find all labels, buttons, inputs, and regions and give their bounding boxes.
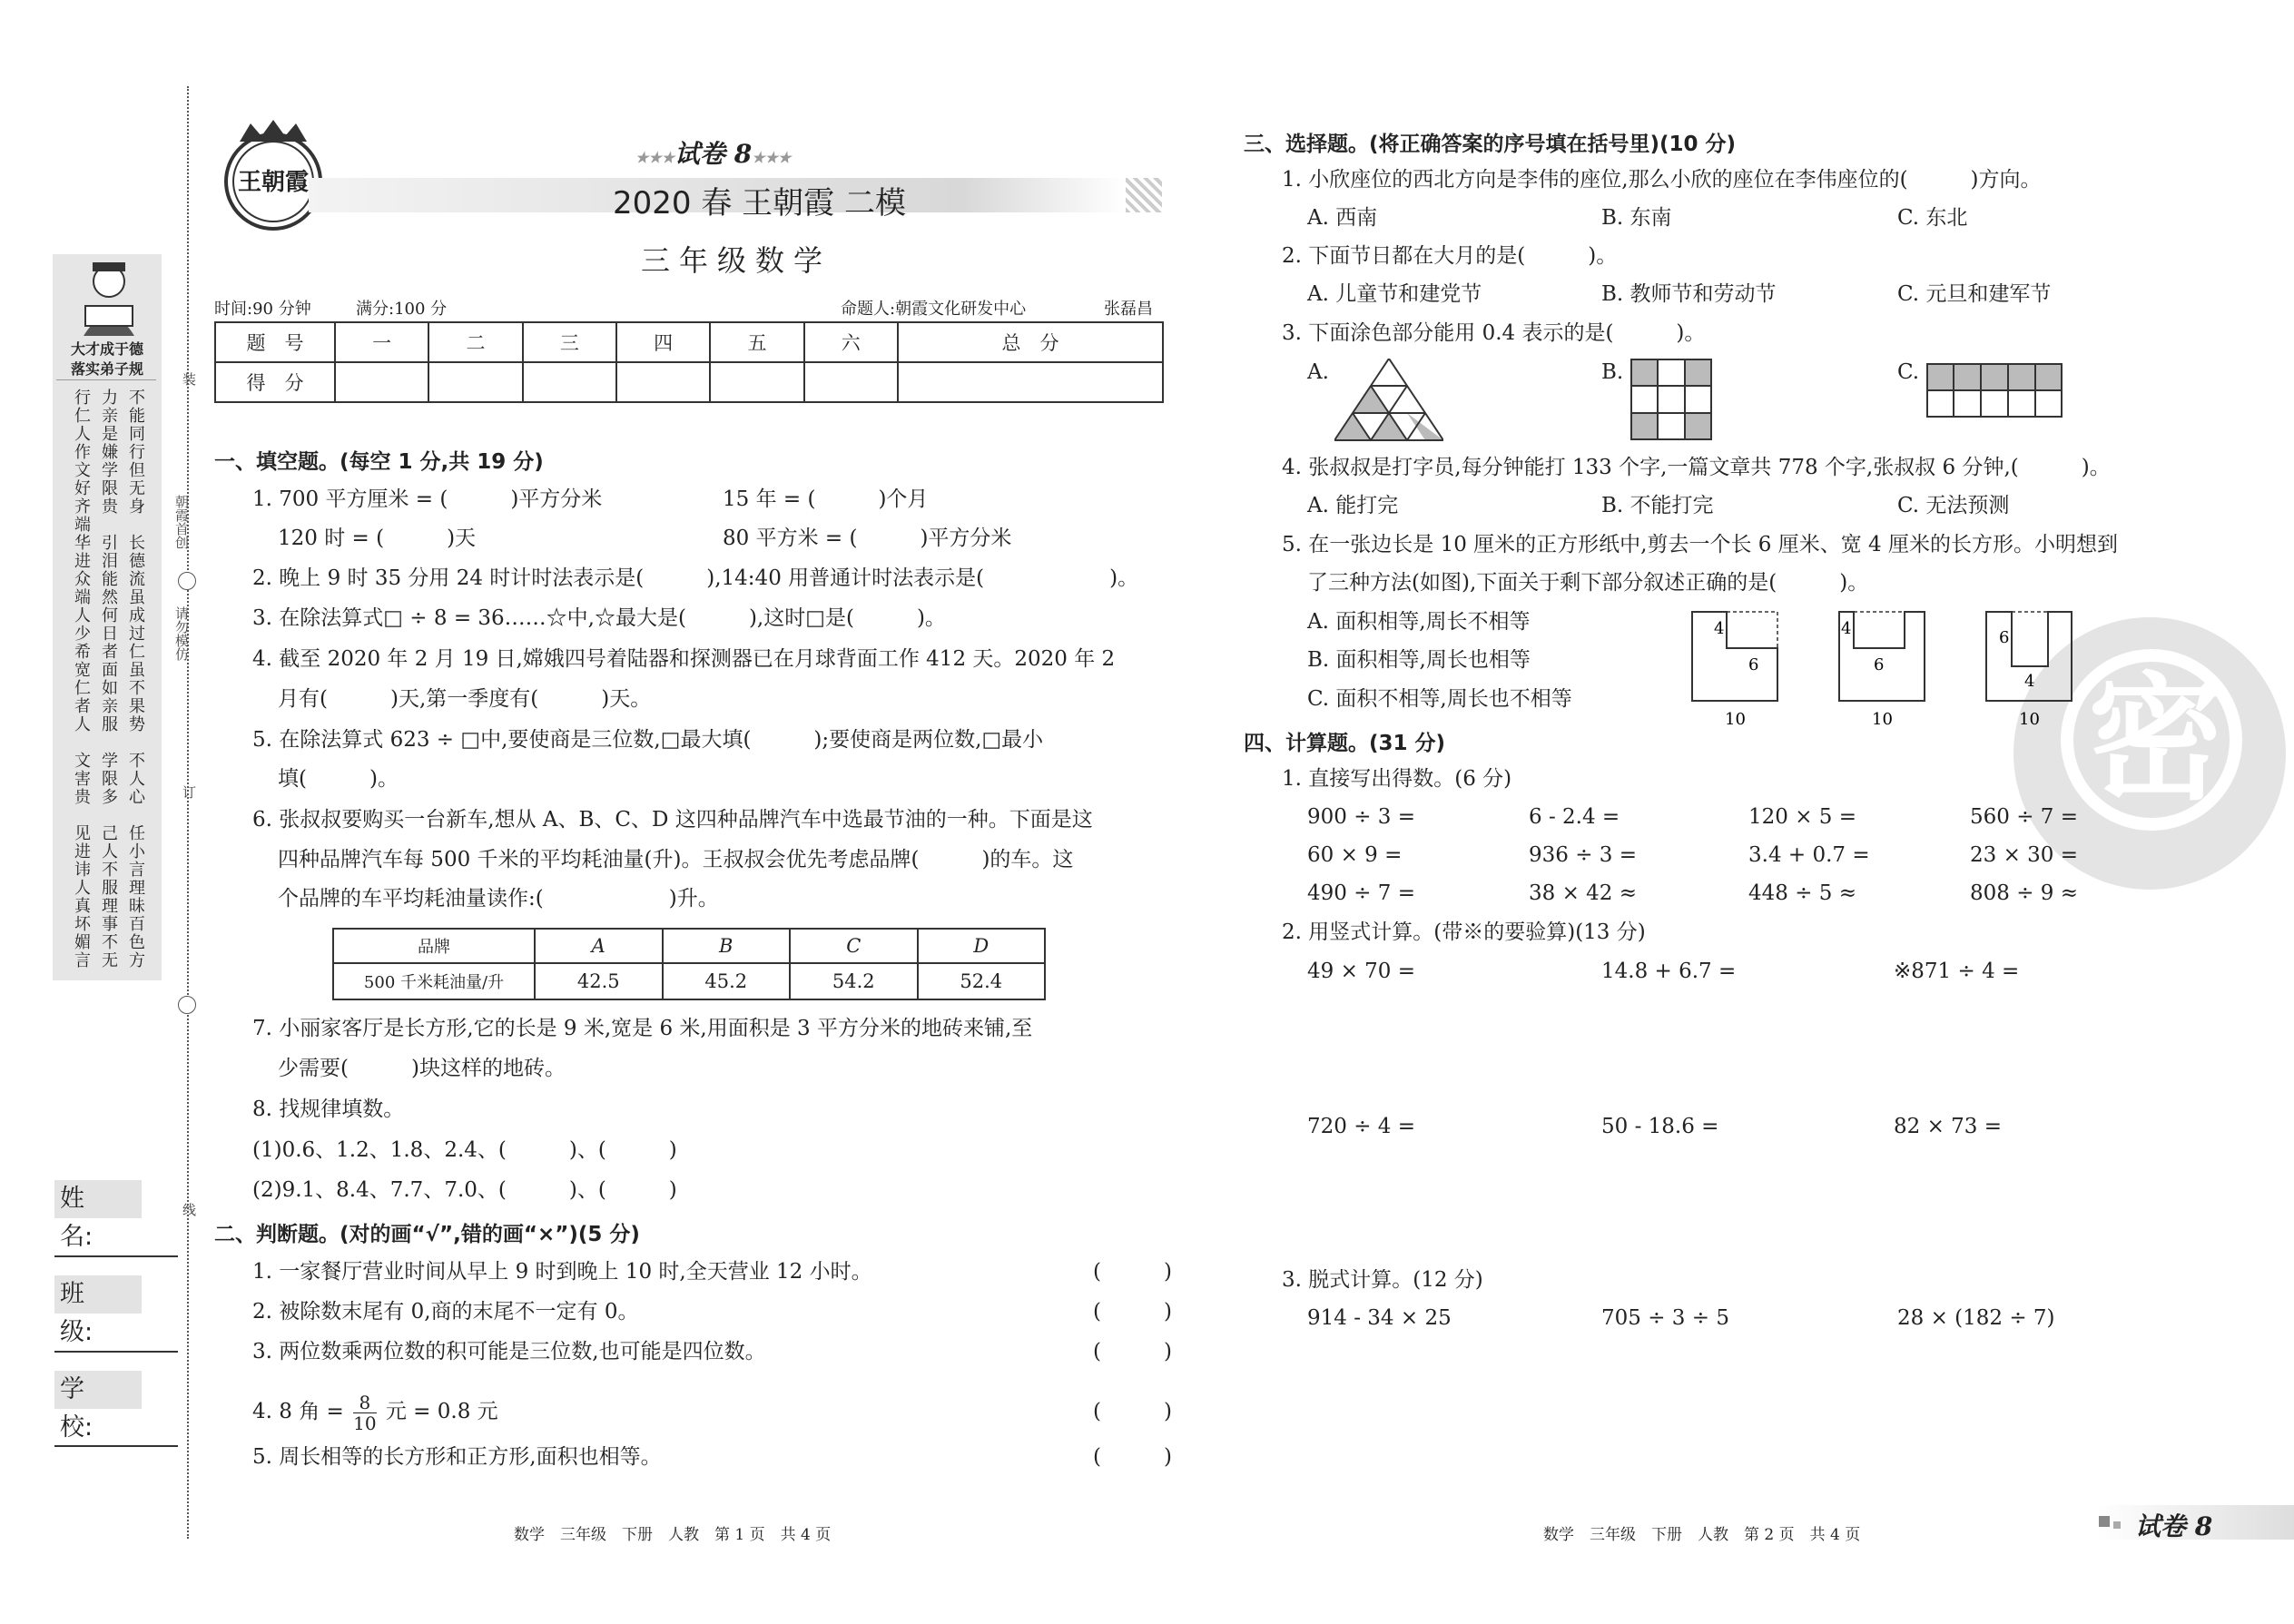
badge-square-small-icon bbox=[2113, 1521, 2121, 1529]
sidebar-verse-column: 学限贵 bbox=[99, 461, 118, 516]
score-header-cell: 总 分 bbox=[898, 322, 1163, 362]
s3-q2-opt-b: B. 教师节和劳动节 bbox=[1601, 282, 1777, 306]
s4-sub3-title: 3. 脱式计算。(12 分) bbox=[1282, 1268, 1483, 1292]
sidebar-verse-column: 文害贵 bbox=[72, 752, 91, 806]
sidebar-verse-column: 不人心 bbox=[126, 752, 145, 806]
binding-line bbox=[187, 86, 189, 1539]
s3-q4-opt-a: A. 能打完 bbox=[1307, 494, 1399, 517]
score-header-cell: 一 bbox=[335, 322, 428, 362]
fuel-value-cell: 54.2 bbox=[790, 963, 918, 999]
s1-q5a: 5. 在除法算式 623 ÷ □中,要使商是三位数,□最大填( );要使商是两位数,□最小 bbox=[252, 728, 1044, 752]
fuel-header-cell: C bbox=[790, 929, 918, 963]
sidebar-verse-column: 人少希宽 bbox=[72, 606, 91, 679]
s4-calc: 490 ÷ 7 = bbox=[1307, 881, 1416, 905]
exam-title: 2020 春 王朝霞 二模 bbox=[613, 185, 906, 221]
class-label: 班 级: bbox=[54, 1275, 142, 1314]
s3-q3-opt-a: A. bbox=[1307, 360, 1329, 384]
s1-q7b: 少需要( )块这样的地砖。 bbox=[278, 1057, 566, 1080]
s3-q5-opt-a: A. 面积相等,周长不相等 bbox=[1307, 610, 1531, 634]
s4-calc: 560 ÷ 7 = bbox=[1970, 805, 2079, 829]
sidebar-verse-column: 理事不无 bbox=[99, 897, 118, 969]
s4-stepwise: 914 - 34 × 25 bbox=[1307, 1306, 1452, 1330]
s4-calc: 23 × 30 = bbox=[1970, 843, 2079, 867]
school-label: 学 校: bbox=[54, 1371, 142, 1409]
sidebar-verse-column: 真坏媚言 bbox=[72, 897, 91, 969]
cut-square-figure-1-icon bbox=[1690, 610, 1781, 728]
s3-q4-opt-b: B. 不能打完 bbox=[1601, 494, 1714, 517]
sidebar-verse-column: 如亲服 bbox=[99, 679, 118, 733]
banner-pattern bbox=[1126, 178, 1162, 212]
s4-calc: 900 ÷ 3 = bbox=[1307, 805, 1416, 829]
s2-q3: 3. 两位数乘两位数的积可能是三位数,也可能是四位数。 bbox=[252, 1340, 766, 1363]
s2-answer-3[interactable]: ( ) bbox=[1093, 1340, 1172, 1363]
seal-zhuang: 装 bbox=[181, 372, 197, 386]
s4-vertical: 720 ÷ 4 = bbox=[1307, 1115, 1416, 1138]
s1-q8b: (2)9.1、8.4、7.7、7.0、( )、( ) bbox=[252, 1178, 677, 1202]
score-header-cell: 题 号 bbox=[215, 322, 335, 362]
s3-q5a: 5. 在一张边长是 10 厘米的正方形纸中,剪去一个长 6 厘米、宽 4 厘米的长方形。小明想到 bbox=[1282, 533, 2118, 556]
section1-title: 一、填空题。(每空 1 分,共 19 分) bbox=[214, 450, 544, 474]
watermark-char: 密 bbox=[2088, 661, 2225, 819]
school-field[interactable] bbox=[54, 1445, 178, 1447]
seal-ding: 订 bbox=[181, 785, 197, 799]
sidebar-verse-column: 华进众端 bbox=[72, 534, 91, 606]
fuel-value-cell: 42.5 bbox=[535, 963, 663, 999]
cut-square-figure-3-icon bbox=[1984, 610, 2075, 728]
s4-calc: 60 × 9 = bbox=[1307, 843, 1403, 867]
s1-q4a: 4. 截至 2020 年 2 月 19 日,嫦娥四号着陆器和探测器已在月球背面工作 412 天。2020 年 2 bbox=[252, 647, 1116, 671]
footer-left: 数学 三年级 下册 人教 第 1 页 共 4 页 bbox=[514, 1526, 832, 1544]
s1-q1c: 120 时 = ( )天 bbox=[278, 527, 477, 550]
section4-title: 四、计算题。(31 分) bbox=[1244, 732, 1446, 755]
s3-q4: 4. 张叔叔是打字员,每分钟能打 133 个字,一篇文章共 778 个字,张叔叔 6 分钟,( )。 bbox=[1282, 456, 2111, 479]
s2-answer-2[interactable]: ( ) bbox=[1093, 1300, 1172, 1324]
fuel-header-cell: A bbox=[535, 929, 663, 963]
hole-mark-1 bbox=[178, 572, 196, 590]
s1-q7a: 7. 小丽家客厅是长方形,它的长是 9 米,宽是 6 米,用面积是 3 平方分米的地砖来铺,至 bbox=[252, 1017, 1033, 1040]
triangle-figure-icon bbox=[1334, 359, 1443, 442]
score-input-cell[interactable] bbox=[335, 362, 428, 402]
series-label: ★★★试卷 8★★★ bbox=[635, 139, 792, 169]
cut-square-figure-2-icon bbox=[1837, 610, 1928, 728]
fuel-header-cell: D bbox=[918, 929, 1046, 963]
sidebar-verse-column: 仁者人 bbox=[72, 679, 91, 733]
s4-stepwise: 705 ÷ 3 ÷ 5 bbox=[1601, 1306, 1729, 1330]
s1-q6c: 个品牌的车平均耗油量读作:( )升。 bbox=[278, 887, 719, 910]
scholar-figure-icon bbox=[73, 259, 145, 340]
s2-answer-1[interactable]: ( ) bbox=[1093, 1260, 1172, 1284]
s4-vertical: 82 × 73 = bbox=[1894, 1115, 2003, 1138]
s3-q1-opt-a: A. 西南 bbox=[1307, 206, 1378, 230]
s1-q4b: 月有( )天,第一季度有( )天。 bbox=[278, 687, 652, 711]
subject-title: 三年级数学 bbox=[641, 243, 832, 278]
s4-calc: 936 ÷ 3 = bbox=[1529, 843, 1638, 867]
s3-q5-opt-c: C. 面积不相等,周长也不相等 bbox=[1307, 687, 1572, 711]
hole-mark-2 bbox=[178, 996, 196, 1014]
s4-vertical: 50 - 18.6 = bbox=[1601, 1115, 1719, 1138]
s1-q6b: 四种品牌汽车每 500 千米的平均耗油量(升)。王叔叔会优先考虑品牌( )的车。这 bbox=[278, 848, 1074, 871]
fig3-label-4: 4 bbox=[2024, 672, 2035, 691]
score-input-cell[interactable] bbox=[804, 362, 898, 402]
sidebar-verse-column: 但无身 bbox=[126, 461, 145, 516]
seal-xian: 线 bbox=[181, 1203, 197, 1216]
footer-right: 数学 三年级 下册 人教 第 2 页 共 4 页 bbox=[1543, 1526, 1861, 1544]
s1-q1b: 15 年 = ( )个月 bbox=[723, 487, 929, 511]
s3-q3: 3. 下面涂色部分能用 0.4 表示的是( )。 bbox=[1282, 321, 1706, 345]
s4-vertical: 14.8 + 6.7 = bbox=[1601, 960, 1737, 983]
section3-title: 三、选择题。(将正确答案的序号填在括号里)(10 分) bbox=[1244, 133, 1737, 156]
s2-answer-5[interactable]: ( ) bbox=[1093, 1445, 1172, 1469]
score-input-cell[interactable] bbox=[616, 362, 710, 402]
class-field[interactable] bbox=[54, 1351, 178, 1353]
logo-text: 王朝霞 bbox=[238, 169, 310, 196]
sidebar-verse-column: 成过仁虽 bbox=[126, 606, 145, 679]
sidebar-verse-column: 引泪能然 bbox=[99, 534, 118, 606]
name-field[interactable] bbox=[54, 1255, 178, 1257]
sidebar-verse-column: 不果势 bbox=[126, 679, 145, 733]
score-header-cell: 三 bbox=[523, 322, 616, 362]
s4-sub1-title: 1. 直接写出得数。(6 分) bbox=[1282, 767, 1512, 791]
time-limit: 时间:90 分钟 bbox=[214, 300, 311, 319]
score-table bbox=[214, 321, 1164, 403]
s3-q5b: 了三种方法(如图),下面关于剩下部分叙述正确的是( )。 bbox=[1307, 571, 1869, 595]
grid-figure-c-icon bbox=[1926, 363, 2063, 418]
sidebar-verse-column: 己人不服 bbox=[99, 824, 118, 897]
fig1-label-4: 4 bbox=[1714, 619, 1725, 638]
s4-vertical: ※871 ÷ 4 = bbox=[1894, 960, 2020, 983]
s4-vertical: 49 × 70 = bbox=[1307, 960, 1416, 983]
fig1-label-6: 6 bbox=[1748, 655, 1759, 674]
s2-q2: 2. 被除数末尾有 0,商的末尾不一定有 0。 bbox=[252, 1300, 639, 1324]
s3-q2: 2. 下面节日都在大月的是( )。 bbox=[1282, 244, 1618, 268]
s2-q1: 1. 一家餐厅营业时间从早上 9 时到晚上 10 时,全天营业 12 小时。 bbox=[252, 1260, 872, 1284]
s3-q5-opt-b: B. 面积相等,周长也相等 bbox=[1307, 648, 1531, 672]
s3-q1-opt-b: B. 东南 bbox=[1601, 206, 1672, 230]
fuel-value-cell: 52.4 bbox=[918, 963, 1046, 999]
score-input-cell[interactable] bbox=[523, 362, 616, 402]
s1-q6a: 6. 张叔叔要购买一台新车,想从 A、B、C、D 这四种品牌汽车中选最节油的一种。下面是这 bbox=[252, 808, 1093, 832]
fig3-label-6: 6 bbox=[1999, 628, 2010, 647]
sidebar-verse-column: 行仁人作 bbox=[72, 389, 91, 461]
author-org: 命题人:朝霞文化研发中心 bbox=[841, 300, 1027, 319]
score-header-cell: 二 bbox=[428, 322, 522, 362]
score-header-cell: 四 bbox=[616, 322, 710, 362]
sidebar-verse-column: 文好齐端 bbox=[72, 461, 91, 534]
s2-answer-4[interactable]: ( ) bbox=[1093, 1400, 1172, 1423]
s2-q4: 4. 8 角 = $\frac{8}{10}$ 元 = 0.8 元 bbox=[252, 1391, 498, 1434]
s2-q5: 5. 周长相等的长方形和正方形,面积也相等。 bbox=[252, 1445, 662, 1469]
fuel-row-label: 500 千米耗油量/升 bbox=[333, 963, 535, 999]
s4-sub2-title: 2. 用竖式计算。(带※的要验算)(13 分) bbox=[1282, 920, 1646, 944]
score-header-cell: 六 bbox=[804, 322, 898, 362]
fuel-value-cell: 45.2 bbox=[663, 963, 791, 999]
fig2-label-4: 4 bbox=[1841, 619, 1852, 638]
sidebar-verse-column: 力亲是嫌 bbox=[99, 389, 118, 461]
s1-q8a: (1)0.6、1.2、1.8、2.4、( )、( ) bbox=[252, 1138, 677, 1162]
score-input-cell[interactable] bbox=[428, 362, 522, 402]
s4-stepwise: 28 × (182 ÷ 7) bbox=[1897, 1306, 2055, 1330]
s4-calc: 3.4 + 0.7 = bbox=[1748, 843, 1870, 867]
name-label: 姓 名: bbox=[54, 1180, 142, 1218]
sidebar-motto-1: 大才成于德 bbox=[70, 340, 143, 358]
s1-q2: 2. 晚上 9 时 35 分用 24 时计时法表示是( ),14:40 用普通计时法表示是( )。 bbox=[252, 566, 1139, 590]
s4-calc: 808 ÷ 9 ≈ bbox=[1970, 881, 2079, 905]
sidebar-verse-column: 长德流虽 bbox=[126, 534, 145, 606]
score-input-cell[interactable] bbox=[710, 362, 803, 402]
s3-q3-opt-c: C. bbox=[1897, 360, 1920, 384]
fuel-header-cell: 品牌 bbox=[333, 929, 535, 963]
section2-title: 二、判断题。(对的画“√”,错的画“×”)(5 分) bbox=[214, 1223, 640, 1246]
s3-q1: 1. 小欣座位的西北方向是李伟的座位,那么小欣的座位在李伟座位的( )方向。 bbox=[1282, 168, 2042, 192]
fig2-label-10: 10 bbox=[1872, 710, 1893, 728]
author-name: 张磊昌 bbox=[1104, 300, 1153, 319]
sidebar-verse-column: 不能同行 bbox=[126, 389, 145, 461]
s3-q3-opt-b: B. bbox=[1601, 360, 1624, 384]
sidebar-verse-column: 何日者面 bbox=[99, 606, 118, 679]
s1-q1d: 80 平方米 = ( )平方分米 bbox=[723, 527, 1012, 550]
sidebar-verse-column: 见进讳人 bbox=[72, 824, 91, 897]
s3-q1-opt-c: C. 东北 bbox=[1897, 206, 1968, 230]
fig2-label-6: 6 bbox=[1874, 655, 1885, 674]
badge-square-icon bbox=[2099, 1516, 2110, 1527]
score-row-label: 得 分 bbox=[215, 362, 335, 402]
fig1-label-10: 10 bbox=[1725, 710, 1746, 728]
s4-calc: 38 × 42 ≈ bbox=[1529, 881, 1638, 905]
s4-calc: 120 × 5 = bbox=[1748, 805, 1857, 829]
sidebar-divider bbox=[56, 379, 156, 380]
fuel-table bbox=[332, 928, 1046, 1000]
sidebar-verse-column: 昧百色方 bbox=[126, 897, 145, 969]
fuel-header-cell: B bbox=[663, 929, 791, 963]
seal-mofang: 请勿模仿 bbox=[173, 606, 190, 661]
s1-q8: 8. 找规律填数。 bbox=[252, 1097, 405, 1121]
grid-figure-b-icon bbox=[1630, 359, 1712, 440]
score-header-cell: 五 bbox=[710, 322, 803, 362]
full-score: 满分:100 分 bbox=[356, 300, 448, 319]
s4-calc: 6 - 2.4 = bbox=[1529, 805, 1620, 829]
paper-badge: 试卷 8 bbox=[2135, 1511, 2213, 1541]
sidebar-verses bbox=[56, 389, 156, 979]
s1-q1a: 1. 700 平方厘米 = ( )平方分米 bbox=[252, 487, 603, 511]
sidebar-motto-2: 落实弟子规 bbox=[70, 360, 143, 378]
s3-q2-opt-c: C. 元旦和建军节 bbox=[1897, 282, 2052, 306]
s4-calc: 448 ÷ 5 ≈ bbox=[1748, 881, 1857, 905]
s3-q2-opt-a: A. 儿童节和建党节 bbox=[1307, 282, 1482, 306]
sidebar-verse-column: 学限多 bbox=[99, 752, 118, 806]
s1-q3: 3. 在除法算式□ ÷ 8 = 36……☆中,☆最大是( ),这时□是( )。 bbox=[252, 606, 946, 630]
s3-q4-opt-c: C. 无法预测 bbox=[1897, 494, 2010, 517]
sidebar-verse-column: 任小言理 bbox=[126, 824, 145, 897]
s1-q5b: 填( )。 bbox=[278, 767, 399, 791]
seal-shouchuang: 朝霞首创 bbox=[173, 495, 190, 549]
fraction-8-10: $\frac{8}{10}$ bbox=[353, 1391, 377, 1434]
score-input-cell[interactable] bbox=[898, 362, 1163, 402]
fig3-label-10: 10 bbox=[2019, 710, 2040, 728]
